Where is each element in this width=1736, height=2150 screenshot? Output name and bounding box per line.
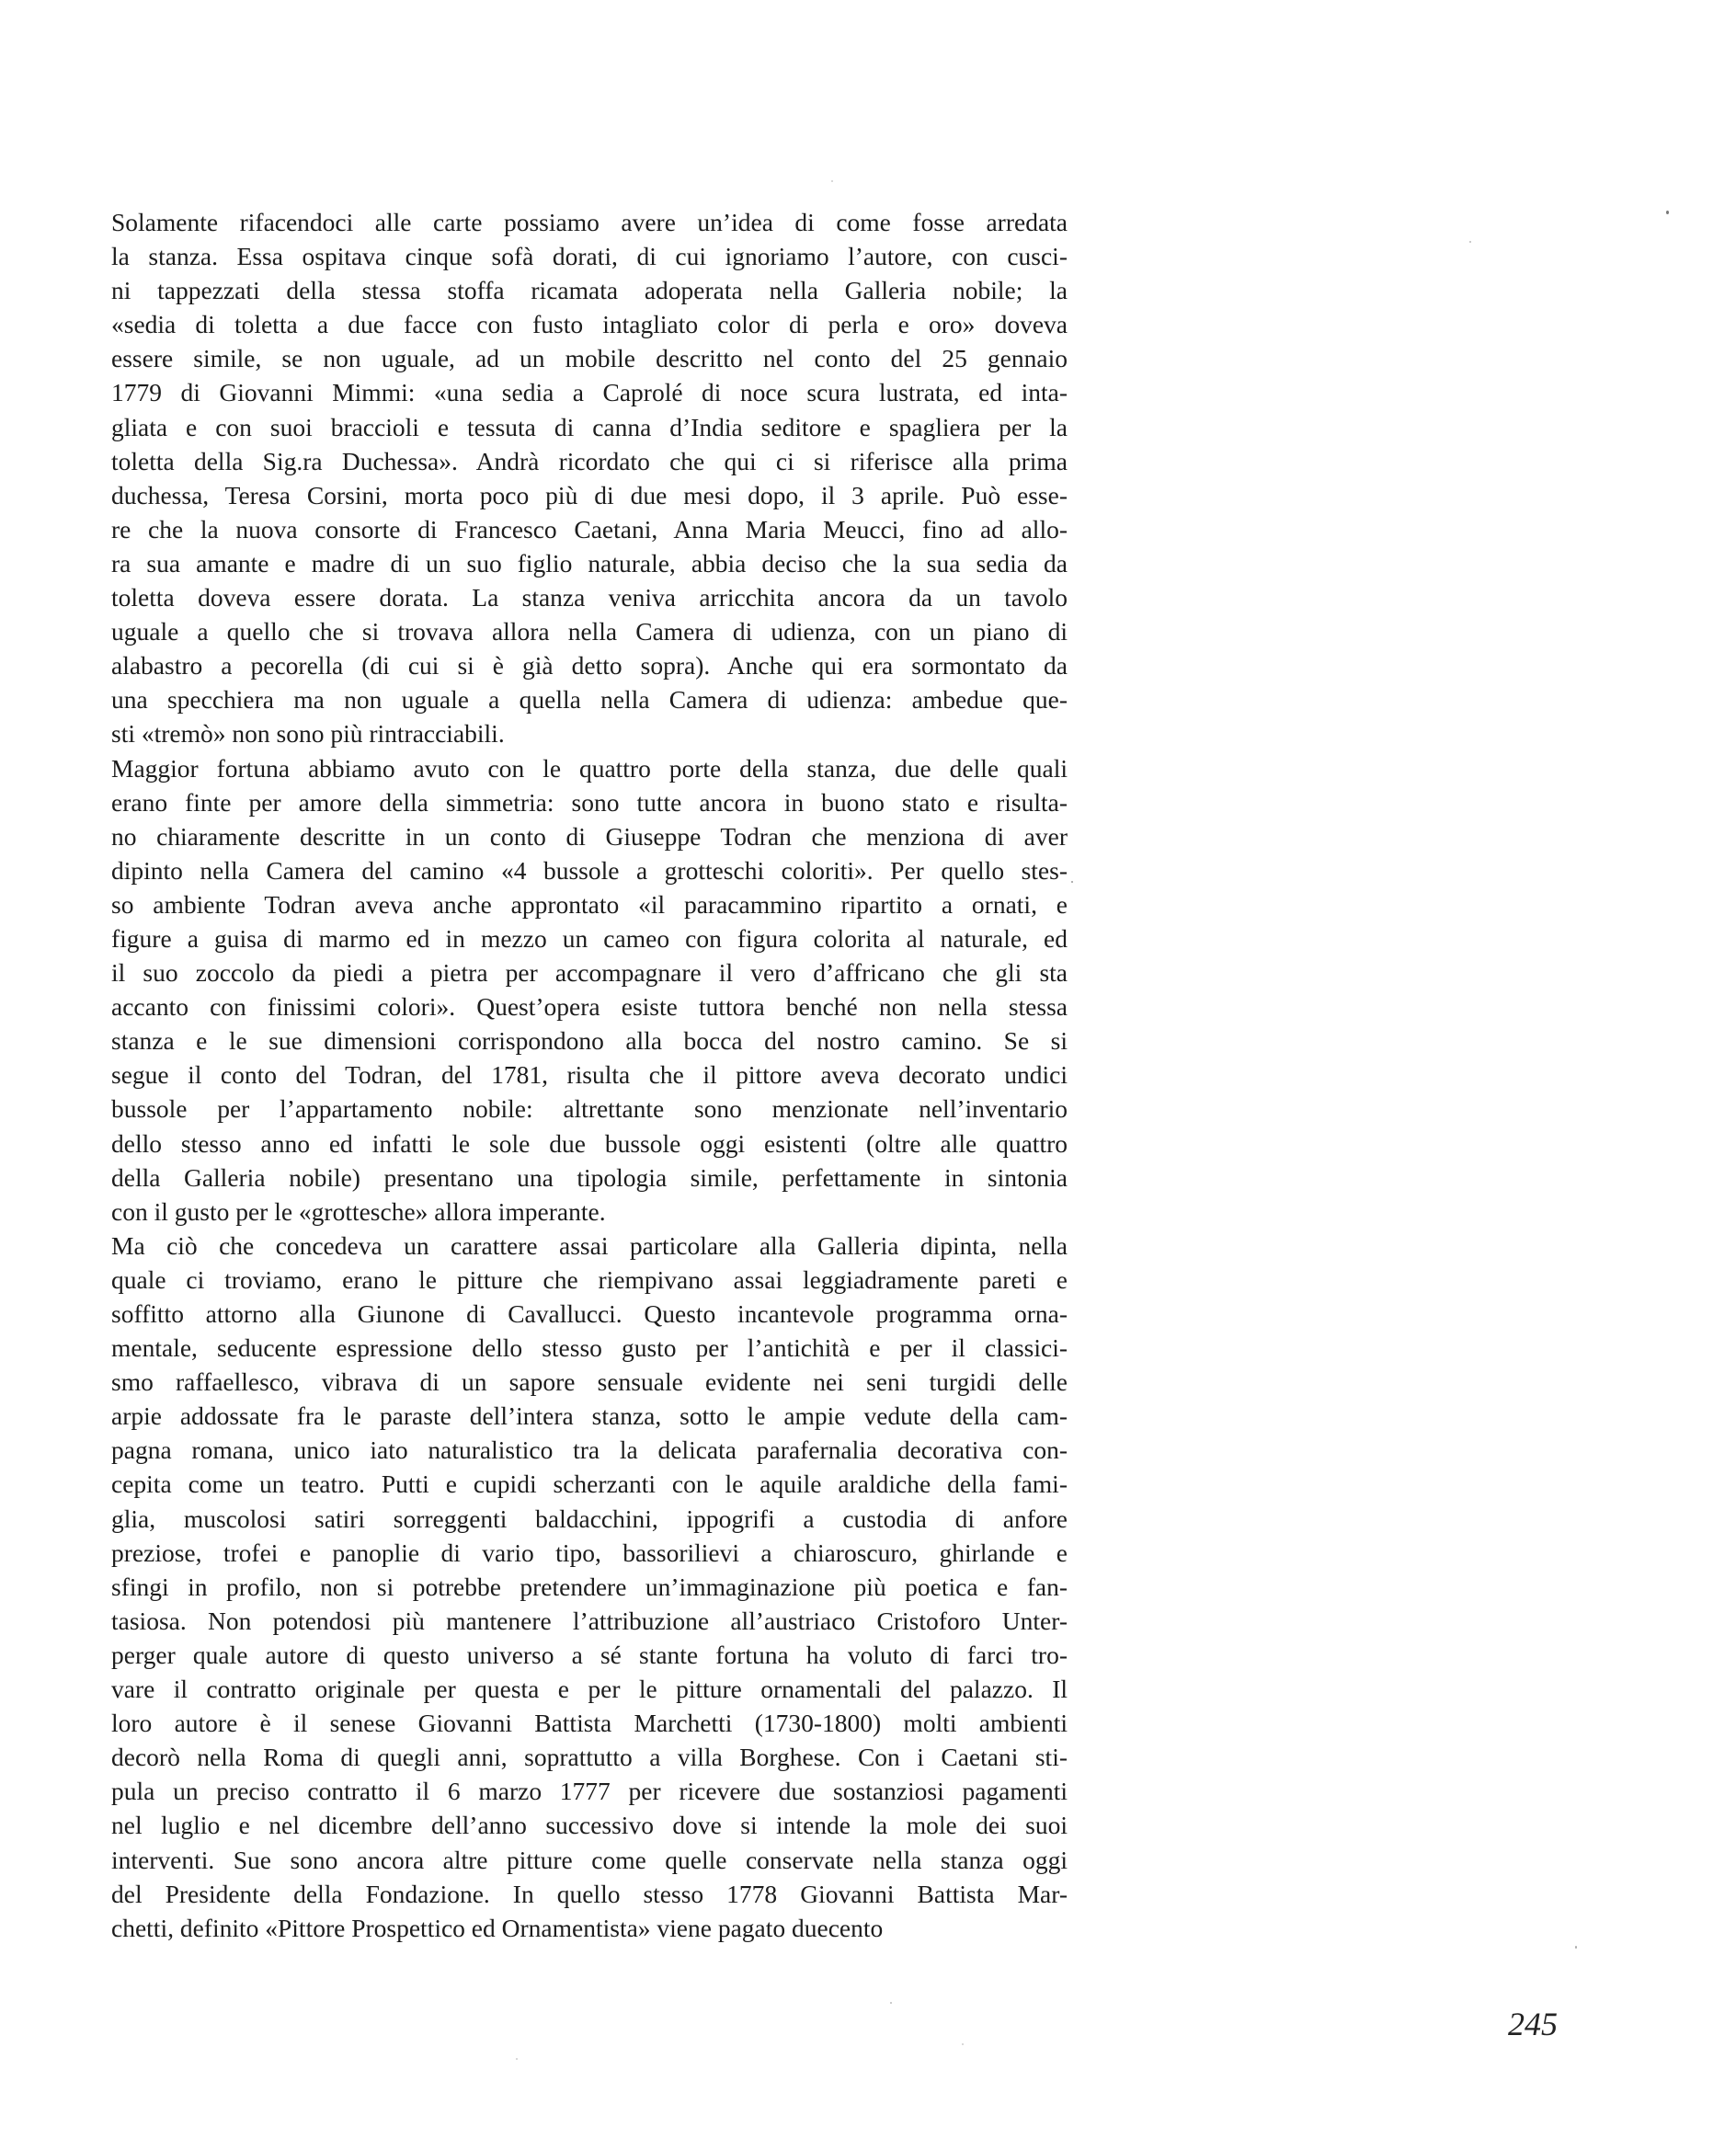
text-line: toletta doveva essere dorata. La stanza veniva arricchita ancora da un tavolo — [111, 583, 1068, 612]
scan-speck — [962, 2043, 964, 2045]
text-line: dello stesso anno ed infatti le sole due bussole oggi esistenti (oltre alle quattro — [111, 1128, 1068, 1158]
text-line: con il gusto per le «grottesche» allora imperante. — [111, 1196, 606, 1226]
scan-speck — [1071, 881, 1073, 883]
text-line: loro autore è il senese Giovanni Battista Marchetti (1730-1800) molti ambienti — [111, 1709, 1068, 1738]
text-line: sfingi in profilo, non si potrebbe pretendere un’immaginazione più poetica e fan- — [111, 1572, 1068, 1601]
text-line: Maggior fortuna abbiamo avuto con le quattro porte della stanza, due delle quali — [111, 753, 1068, 783]
scan-speck — [1575, 1946, 1577, 1949]
text-line: bussole per l’appartamento nobile: altrettante sono menzionate nell’inventario — [111, 1094, 1068, 1124]
text-line: il suo zoccolo da piedi a pietra per accompagnare il vero d’affricano che gli sta — [111, 958, 1068, 988]
text-line: pagna romana, unico iato naturalistico tra la delicata parafernalia decorativa con- — [111, 1435, 1068, 1465]
text-line: duchessa, Teresa Corsini, morta poco più di due mesi dopo, il 3 aprile. Può esse- — [111, 480, 1068, 509]
text-line: erano finte per amore della simmetria: sono tutte ancora in buono stato e risulta- — [111, 787, 1068, 817]
text-line: pula un preciso contratto il 6 marzo 1777 per ricevere due sostanziosi pagamenti — [111, 1777, 1068, 1806]
scan-speck — [831, 180, 833, 182]
text-line: vare il contratto originale per questa e per le pitture ornamentali del palazzo. Il — [111, 1675, 1068, 1704]
text-line: ra sua amante e madre di un suo figlio naturale, abbia deciso che la sua sedia da — [111, 548, 1068, 578]
text-line: smo raffaellesco, vibrava di un sapore sensuale evidente nei seni turgidi delle — [111, 1367, 1068, 1397]
text-line: toletta della Sig.ra Duchessa». Andrà ricordato che qui ci si riferisce alla prima — [111, 446, 1068, 475]
text-line: segue il conto del Todran, del 1781, risulta che il pittore aveva decorato undici — [111, 1060, 1068, 1090]
text-line: del Presidente della Fondazione. In quello stesso 1778 Giovanni Battista Mar- — [111, 1879, 1068, 1908]
text-line: alabastro a pecorella (di cui si è già detto sopra). Anche qui era sormontato da — [111, 651, 1068, 680]
text-line: 1779 di Giovanni Mimmi: «una sedia a Caprolé di noce scura lustrata, ed inta- — [111, 378, 1068, 407]
text-line: perger quale autore di questo universo a sé stante fortuna ha voluto di farci tro- — [111, 1640, 1068, 1669]
text-line: una specchiera ma non uguale a quella nella Camera di udienza: ambedue que- — [111, 685, 1068, 715]
text-line: interventi. Sue sono ancora altre pitture come quelle conservate nella stanza oggi — [111, 1845, 1068, 1874]
scan-speck — [890, 2002, 892, 2004]
text-line: soffitto attorno alla Giunone di Cavallucci. Questo incantevole programma orna- — [111, 1299, 1068, 1328]
text-line: Ma ciò che concedeva un carattere assai particolare alla Galleria dipinta, nella — [111, 1230, 1068, 1260]
text-line: accanto con finissimi colori». Quest’opera esiste tuttora benché non nella stessa — [111, 992, 1068, 1022]
text-line: chetti, definito «Pittore Prospettico ed Ornamentista» viene pagato duecento — [111, 1913, 884, 1942]
text-line: stanza e le sue dimensioni corrispondono alla bocca del nostro camino. Se si — [111, 1026, 1068, 1056]
text-line: decorò nella Roma di quegli anni, soprattutto a villa Borghese. Con i Caetani sti- — [111, 1743, 1068, 1772]
text-line: re che la nuova consorte di Francesco Caetani, Anna Maria Meucci, fino ad allo- — [111, 514, 1068, 543]
text-line: arpie addossate fra le paraste dell’intera stanza, sotto le ampie vedute della cam- — [111, 1401, 1068, 1431]
text-line: nel luglio e nel dicembre dell’anno successivo dove si intende la mole dei suoi — [111, 1811, 1068, 1840]
text-line: la stanza. Essa ospitava cinque sofà dorati, di cui ignoriamo l’autore, con cusci- — [111, 242, 1068, 271]
text-line: sti «tremò» non sono più rintracciabili. — [111, 719, 505, 749]
text-line: dipinto nella Camera del camino «4 bussole a grotteschi coloriti». Per quello stes- — [111, 855, 1068, 885]
page-number: 245 — [1508, 2006, 1558, 2042]
scan-speck — [1666, 211, 1669, 214]
text-line: preziose, trofei e panoplie di vario tipo, bassorilievi a chiaroscuro, ghirlande e — [111, 1538, 1068, 1567]
text-line: mentale, seducente espressione dello stesso gusto per l’antichità e per il classici- — [111, 1333, 1068, 1363]
text-line: figure a guisa di marmo ed in mezzo un cameo con figura colorita al naturale, ed — [111, 923, 1068, 953]
text-line: gliata e con suoi braccioli e tessuta di canna d’India seditore e spagliera per la — [111, 412, 1068, 441]
body-text — [111, 205, 1068, 1945]
text-line: so ambiente Todran aveva anche approntato «il paracammino ripartito a ornati, e — [111, 889, 1068, 919]
text-line: tasiosa. Non potendosi più mantenere l’attribuzione all’austriaco Cristoforo Unter- — [111, 1606, 1068, 1635]
text-line: «sedia di toletta a due facce con fusto intagliato color di perla e oro» doveva — [111, 310, 1068, 339]
text-line: glia, muscolosi satiri sorreggenti baldacchini, ippogrifi a custodia di anfore — [111, 1504, 1068, 1533]
scan-speck — [516, 2058, 518, 2060]
text-line: della Galleria nobile) presentano una tipologia simile, perfettamente in sintonia — [111, 1162, 1068, 1192]
text-line: cepita come un teatro. Putti e cupidi scherzanti con le aquile araldiche della fami- — [111, 1470, 1068, 1499]
text-line: Solamente rifacendoci alle carte possiamo avere un’idea di come fosse arredata — [111, 208, 1068, 236]
text-line: no chiaramente descritte in un conto di Giuseppe Todran che menziona di aver — [111, 821, 1068, 851]
text-line: quale ci troviamo, erano le pitture che riempivano assai leggiadramente pareti e — [111, 1264, 1068, 1294]
scan-speck — [1469, 241, 1471, 243]
text-line: uguale a quello che si trovava allora nella Camera di udienza, con un piano di — [111, 617, 1068, 646]
text-line: essere simile, se non uguale, ad un mobile descritto nel conto del 25 gennaio — [111, 344, 1068, 373]
text-line: ni tappezzati della stessa stoffa ricamata adoperata nella Galleria nobile; la — [111, 276, 1068, 305]
